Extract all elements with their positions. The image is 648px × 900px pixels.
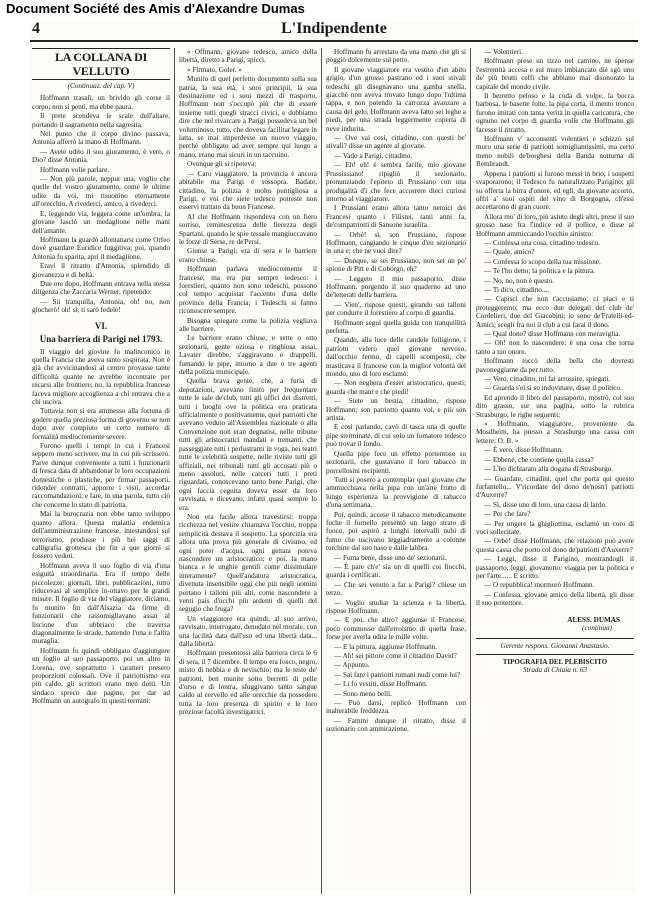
paragraph: — Te l'ho detto; la politica e la pittura. bbox=[484, 267, 596, 276]
author-signature: ALESS. DUMAS bbox=[567, 615, 620, 624]
column-3 bbox=[326, 48, 466, 894]
paragraph: — Guarda s'ei si so indovinare, disse il politico. bbox=[484, 384, 622, 393]
paragraph: — L'ho dichiarato alla dogana di Strasburgo. bbox=[484, 465, 614, 474]
paragraph: Hoffmann toccò della bella che dovresti pavoneggiarne da per tutto. bbox=[476, 357, 634, 374]
rubric-title: LA COLLANA DI VELLUTO bbox=[32, 48, 170, 80]
paragraph: Hoffmann fu quindi obbligato d'aggiungere un foglio al suo passaporto, poi un altro in Lorena, ove soprattutto i caratteri presero proporzioni colossali. Ove il patriottismo era più caldo, gli scrittori erano men dotti. Un sindaco spreco due pagine, per dar ad Hoffmann un autografo in questi termini: bbox=[32, 646, 170, 706]
paragraph: Le barriere erano chiuse, e sette o otto sezionarii, gente oziosa e ringhiosa assai, Lavater direbbe, s'aggiravano e drappelli, fumando le pipe, intorno a due o tre agenti della polizia municipale. bbox=[179, 334, 317, 377]
paragraph: Hoffmann aveva il suo foglio di via d'una esiguità straordinaria. Era il tempo delle piccolezze: giornali, libri, pubblicazioni, tutto riducevasi al semplice in-ottavo per le grandi misure. Il foglio di via del viaggiatore, diciamo, fu munito fin dall'Alsazia da firme di funzionarii che rassomigliavano assai al liscione d'un ubbriaco che traversa diagonalmente le strade, battendo l'una e l'altra muraglia. bbox=[32, 561, 170, 646]
chapter-number: VI. bbox=[94, 320, 108, 331]
paragraph: — Fuma bene, disse uno de' sezionarii. bbox=[334, 553, 447, 562]
paragraph: Eravi il ritratto d'Antonia, splendido di giovanezza e di beltà. bbox=[32, 262, 170, 279]
paragraph: — Oh! non lo nascondere: è una cosa che torna tanto a tuo onore. bbox=[476, 339, 634, 356]
paragraph: — Vien', rispose questi, girando sui talloni per condurre il forestiero al corpo di guardia. bbox=[326, 300, 466, 318]
paragraph: Il berretto peloso e la coda di volpe, la bocca barbosa, le basette folte, la pipa corta, il mento tronco furono imitati con tanta verità in quella caricatura, che ognuno nel corpo di guardia volle che Hoffmann gli facesse il ritratto. bbox=[476, 92, 634, 134]
paragraph: — Volentieri. bbox=[484, 48, 523, 56]
paragraph: Un viaggiatore era quindi, al suo arrivo, ravvisato, interrogato, denudato nel morale, con una facilità data dall'uso ed una libertà data... dalla libertà. bbox=[179, 614, 317, 649]
paragraph: — Confessa, giovane amico della libertà, gli disse il suo protettore. bbox=[476, 590, 634, 608]
paragraph: Hoffmann seguì quella guida con tranquillità perfetta. bbox=[326, 318, 466, 335]
paragraph: — Non più parole, neppur una; voglio che quelle del vostro giuramento, come le ultime udite da voi, mi risuonino eternamente all'orecchio. A rivederci, amico, a rivederci. bbox=[32, 175, 170, 209]
column-1-paragraphs bbox=[32, 94, 170, 314]
paragraph: Due ore dopo, Hoffmann entrava nella stessa diligenza che Zaccaria Werner, ripetendo: bbox=[32, 279, 170, 297]
paragraph: Giunse a Parigi; era di sera e le barriere erano chiuse. bbox=[179, 247, 317, 264]
continued-note: (continua) bbox=[582, 624, 612, 632]
column-3-paragraphs bbox=[326, 48, 466, 734]
paragraph: Bisogna spiegare come la polizia vegliava alle barriere. bbox=[179, 316, 317, 333]
paragraph: Furono quelli i tempi in cui i Francesi seppero meno scrivere, ma in cui più scrissero. Parve dunque conveniente a tutti i funzionarii di fresca data di abbandonar le loro occupazioni domestiche o plastiche, per firmar passaporti, ridonder contratti, apporre i visti, accordar raccomandazioni, e fare, in una parola, tutto ciò che concerne lo stato di patriotta. bbox=[32, 442, 170, 509]
paragraph: — Sono meno belli. bbox=[334, 689, 392, 698]
continuation-note: (Continuaz. del cap. V) bbox=[67, 82, 135, 90]
column-4-paragraphs bbox=[476, 48, 634, 608]
paragraph: — Caro viaggiatore, la provincia è ancora abitabile ma Parigi è sossopra. Badate, cittadino, la polizia è molto puntigliosa a Parigi, e voi che siete tedesco potreste non esservi trattato da buon Francese. bbox=[179, 169, 317, 212]
paragraph: — Fammi dunque il ritratto, disse il sezionario con ammirazione. bbox=[326, 716, 466, 734]
paragraph: — Eh! eh! è sembra facile, mio giovane Prussissiano! ripigliò il sezionario, pronunziando l'epiteto di Prussiano con una prodigalità d'i che fece accorrere dieci curiosi intorno al viaggiatore. bbox=[326, 161, 466, 203]
paragraph: — È vero, disse Hoffmann. bbox=[484, 446, 563, 455]
paragraph: — Vero, cittadino, mi fai arrossire, spiegati. bbox=[484, 375, 611, 384]
paragraph: E, leggendo via, leggera come un'ombra, la giovane lasciò un medaglione nelle mani dell'amante. bbox=[32, 209, 170, 235]
paragraph: Hoffmann trasalì, un brivido gli corse il corpo; non si pentì, ma ebbe paura. bbox=[32, 94, 170, 111]
paragraph: — Ebbene, che contiene quella cassa? bbox=[484, 455, 594, 464]
paragraph: — Che sei venuto a far a Parigi? chiese un terzo. bbox=[326, 580, 466, 598]
paragraph: — Ah! sei pittore come il cittadino David? bbox=[334, 652, 457, 661]
paragraph: — Sai fare i patriotti romani nudi come lui? bbox=[334, 670, 461, 679]
paragraph: Allora mo' di loro, più astuto degli altri, prese il suo grosso naso fra l'indice ed il pollice, e disse al Hoffmann ammiccando l'occhio sinistro: bbox=[476, 212, 634, 238]
passport-quote bbox=[179, 48, 317, 74]
paragraph: — Leggete il mio passaporto, disse Hoffmann, porgendo il suo quaderno ad uno de'letterati della barriera. bbox=[326, 274, 466, 300]
paragraph: — Ti dico, cittadino.... bbox=[484, 285, 550, 294]
paragraph: Poi, quindi, accese il tabacco metodicamente fuche il fornello presentò un largo strato di fuoco, poi aspirò a lunghi intervalli nubi di fumo che uscivano leggiadramente a colonne turchine dal suo naso e dalle labbra. bbox=[326, 510, 466, 553]
paragraph: — Qual dono? disse Hoffmann con meraviglia. bbox=[484, 330, 621, 338]
paragraph: Appena i patriotti si furono messi in brio, i sospetti svaporarono; il Tedesco fu naturalizzato Parigino; gli su offerta la birra d'onore, ed egli, da giovane accorto, offrì a' suoi ospiti del vino di Borgogna, ch'essi accettarono di gran cuore. bbox=[476, 169, 634, 212]
paragraph: Il giovane viaggiatore era vestito d'un abito grigio, d'un grosso pastrano ed i suoi stivali tedeschi gli disegnavano una gamba snella, giacchè non aveva trovato lungo dopo l'ultima tappa, e non potendo la carrozza avanzare a causa del gelo, Hoffmann aveva fatto sei leghe a piedi, per una strada leggermente coperta di neve indurita. bbox=[326, 65, 466, 133]
paragraph: — E poi, che altro? aggiunse il Francese, poco commosso dall'erroismo di quella frase, forse per averla udita le mille volte. bbox=[326, 616, 466, 642]
paragraph: — Avete udito il suo giuramento, è vero, o Dio? disse Antonia. bbox=[32, 147, 170, 165]
paragraph: — Guardate, cittadini, quel che porta qui questo furfantello... V'ricordate del dono de'nostri patriotti d'Auxerre? bbox=[476, 474, 634, 500]
chapter-title: Una barriera di Parigi nel 1793. bbox=[39, 333, 163, 344]
paragraph: Hoffmann volle parlare. bbox=[40, 165, 110, 174]
column-1 bbox=[32, 48, 170, 894]
paragraph: — È pare ch'e' sia un di quelli coi fiocchi, guarda i certificati. bbox=[326, 562, 466, 580]
paragraph: — E la pittura, aggiunse Hoffmann. bbox=[334, 642, 438, 651]
paragraph: Il prete scendeva le scale dell'altare, portando il sagramento nella sagrestia. bbox=[32, 112, 170, 129]
paragraph: — Per ungere la ghigliottina, esclamò un coro di voci sollecitate. bbox=[476, 519, 634, 536]
paragraph: « Hoffmann, viaggiatore, proveniente da Mosdheim, ha presso a Strasburgo una cassa con lettere: O. B. » bbox=[476, 420, 634, 445]
newspaper-page bbox=[30, 22, 638, 894]
newspaper-title: L'Indipendente bbox=[281, 20, 387, 37]
paragraph: — Li fo vestiti, disse Hoffmann. bbox=[334, 680, 428, 689]
paragraph: — Sì, disse uno di loro, una cassa di lardo. bbox=[484, 500, 607, 509]
printer-address: Strada di Chiaia n. 63 bbox=[522, 666, 588, 675]
paragraph: — Quale, amico? bbox=[484, 248, 535, 257]
paragraph: — Confessa una cosa, cittadino tedesco. bbox=[484, 238, 600, 247]
paragraph: « Firmato, Goler. » bbox=[187, 65, 242, 74]
paragraph: Hoffmann parlava mediocremente il francese, ma era pur sempre tedesco: i forestieri, quanto non sono tedeschi, possono col tempo acquistar l'accento d'una delle province della Francia; i Tedeschi si fanno riconoscere sempre. bbox=[179, 265, 317, 316]
paragraph: Hoffmann presentossi alla barriera circa le 6 di sera, il 7 dicembre. Il tempo era fosco, negro, misto di nebbia e di nevischio; ma le teste de' patriotti, ben munite sotto berretti di pelle d'orso e di lontra, sfuggivano tanto sangue caldo al cervello ed alle orecchie da possedere tutta la loro presenza di spirito e le loro preziose facoltà investigatrici. bbox=[179, 649, 317, 717]
paragraph: — O repubblica! mormorò Hoffmann. bbox=[484, 581, 595, 590]
paragraph: — Appunto. bbox=[334, 661, 370, 670]
column-4 bbox=[476, 48, 634, 894]
paragraph: — Sii tranquilla, Antonia, oh! no, non giocherò! oh! sì, ti sarò fedele! bbox=[32, 297, 170, 315]
masthead bbox=[30, 22, 638, 42]
paragraph: — Può darsi, replicò Hoffmann con inalterabile freddezza. bbox=[326, 699, 466, 716]
paragraph: Ovunque gli si ripeteva: bbox=[187, 160, 257, 169]
paragraph: Non era facile allora travestirsi: troppa ricchezza nel vestire chiamava l'occhio, troppa semplicità destava il sospetto. La sporcizia era allora una prova più generale di civismo, ed ogni poter d'acqua, ogni gettata poteva nascondere un aristocratico; e poi, la mano bianca e le unghie gentili come dissimulare interamente? Quell'andatura aristocratica, divenuta insensibile oggi che più negli uomini portano i talloni più alti, come nascondere a venti pais d'occhi più ardenti di quelli del segugio che fruga? bbox=[179, 512, 317, 614]
column-2-paragraphs bbox=[179, 75, 317, 716]
page-number: 4 bbox=[32, 20, 40, 37]
paragraph: Hoffmann v' acconsentì volentieri e schizzò sul muro una serie di patriotti somigliantissimi, ma certo meno nobili de'borghesi della Banda notturna di Rembrandt. bbox=[476, 135, 634, 169]
paragraph: — Non neghera d'esser aristocratico, questi; guarda che mani e che piedi! bbox=[326, 379, 466, 396]
paragraph: Mai la burocrazia non ebbe tanto sviluppo quanto allora. Questa malattia endemica dell'amministrazione francese, intestandosi sul terrorismo, produsse i più bei saggi di calligrafia grottesca che fin a que giorni si fossero veduti. bbox=[32, 510, 170, 561]
paragraph: Nel punto che il corpo divino passava, Antonia afferrò la mano di Hoffmann. bbox=[32, 130, 170, 147]
paragraph: Quando, alla luce delle candele folligione, i patriotti videro quel giovane nervoso, dall'occhio fermo, di capelli scompostì, che masticava il francese con la miglior volontà del mondo, uno di loro esclamò: bbox=[326, 336, 466, 379]
printer-name: TIPOGRAFIA DEL PLEBISCITO bbox=[502, 657, 608, 666]
paragraph: Hoffmann la guardò allontanarsi come Orfeo dové guardare Euridice fuggitiva; poi, quando Antonia fu sparita, aprì il medaglione. bbox=[32, 235, 170, 261]
article-columns bbox=[30, 48, 638, 894]
paragraph: « Offmann, giovane tedesco, amico della libertà, diretto a Parigi, spicci. bbox=[179, 48, 317, 65]
document-watermark: Document Société des Amis d'Alexandre Dumas bbox=[6, 1, 305, 16]
paragraph: — Dunque, se sei Prussiano, non sei un po' spione di Pitt e di Coborgo, eh? bbox=[326, 256, 466, 274]
paragraph: Il viaggio del giovine fu malinconico in quella Francia che aveva tanto sospirata. Non è già che avvicinandosi al centro provasse tante difficoltà quante ne avrebbe incontrate per recarsi alle frontiere; no, la repubblica francese faceva migliore accoglienza a chi entrava che a chi usciva. bbox=[32, 347, 170, 406]
footer-rule bbox=[476, 654, 634, 655]
paragraph: Hoffmann fu arrestato da una mano che gli si poggiò dolcemente sul petto. bbox=[326, 48, 466, 65]
paragraph: Munito di quel perfetto documento sulla sua patria, la sua età, i suoi principii, la sua destinazione ed i suoi mezzi di trasporto, Hoffmann non s'occupò più che di essere insieme tutti quegli stracci civici, e dobbiamo dire che nel rivarcare a Parigi possedeva un bel voluminoso, tutto, che doveva facilitar legare in latta, se mai imperdesse un nuovo viaggio, perchè obbligato ad aver sempre qui luogo a mano, erano mai sicuri in un taccuino. bbox=[179, 75, 317, 159]
paragraph: — Ove vai così, cittadino, con questi be' stivali? disse un agente al giovane. bbox=[326, 134, 466, 151]
paragraph: Ed aprendo il libro del passaporto, mostrò, col suo dito grasso, sur una pagina, sotto la rubrica Strasburgo, le righe seguenti: bbox=[476, 393, 634, 419]
column-1-paragraphs-2 bbox=[32, 348, 170, 706]
paragraph: I Prussiani erano allora tanto nemici dei Francesi quanto i Filistei, tanti anni fa, de'compatriotti di Sansone israelita. bbox=[326, 204, 466, 230]
paragraph: E così parlando, cavò di tasca una di quelle pipe sterminate, di cui solo un fumatore tedesco può trovar il fondo. bbox=[326, 423, 466, 449]
paragraph: Quella brava gente, che, a furia di deputazioni, avevano finito per frequentare tutte le sale de'club, tutti gli uffici dei distretti, tutti i luoghi ove la politica era praticata ufficialmente o positivamente, quei patriotti che avevano veduto all'Assemblea nazionale o alla Convenzione non eran degnatisi, nelle tribune tutti gli aristocratici mandati e tremanti, che passeggiate tutti i perlustranti in voga, nei teatri tutte le celebrità sospette, nelle riviste tutti gli uffiziali, nei tribunali tutti gli accusati più o meno assoluti, nelle carceri tutti i preti riguardati, conoscevano tanto bene Parigi, che ogni faccia ceguita doveva esser da loro ravvisata, e dicevano, infatti quasi sempre lo era. bbox=[179, 377, 317, 512]
paragraph: — Siete un bestia, cittadino, rispose Hoffmann; son patriotto quanto voi, e più son artista. bbox=[326, 397, 466, 423]
paragraph: — Confessa lo scopo della tua missione. bbox=[484, 257, 601, 266]
paragraph: — Per che fare? bbox=[484, 510, 531, 519]
paragraph: — No, no, non è questo. bbox=[484, 276, 555, 285]
paragraph: Hoffmann prese un tizzo nel camino, ne spense l'estremità accesa e sul muro imbiancato diè sgò uno de' più brutti ceffi che abbiano mai disonorato la capitale del mondo civile. bbox=[476, 57, 634, 91]
paragraph: Quella pipe fece un effetto portentoso su sezionarii, che gustavano il loro tabacco in porcellosini recipienti. bbox=[326, 449, 466, 475]
paragraph: Al che Hoffmann rispondeva con un fiero sorriso, reminescenza delle fierezza degli Spartani, quando le spie tessale mangiuccavano le forze di Serse, re de'Persi. bbox=[179, 212, 317, 246]
paragraph: — Orbè! disse Hoffmann, che relazioni può avere questa cassa che porto col dono de'patriotti d'Auxerre? bbox=[476, 537, 634, 554]
paragraph: — Vado a Parigi, cittadino. bbox=[334, 151, 413, 160]
column-2 bbox=[179, 48, 317, 894]
paragraph: — Orbè! sì, son Prussiano, rispose Hoffmann, cangiando le cinque d'eu sezionario in una e; che ne vuoi dire? bbox=[326, 230, 466, 256]
paragraph: Tuttavia non si era ammesso alla fortuna di godere quella preziosa forma di governo se non dopo aver compiuto un certo numero di formalità mediocremente severe. bbox=[32, 407, 170, 441]
paragraph: — Capisci che non t'accusiamo; ci piaci e ti proteggeremo; ma ecco due delegati del club de' Cordelieri, due del Giacobini; io sono de'Fratelli-ed-Amici; scegli fra noi il club a cui farai il dono. bbox=[476, 295, 634, 329]
paragraph: — Voglio studiar la scienza e la libertà, rispose Hoffmann. bbox=[326, 598, 466, 615]
paragraph: Tutti si posero a contemplar quel giovane che ammucchiava nella pipa con un'arte frutto di lungo esperienza la provvigione di tabacco d'una settimana. bbox=[326, 475, 466, 510]
paragraph: — Leggi, disse il Parigino, mostrandogli il passaporto, leggi, giovanotto: viaggia per la politica e per l'arte...... È scritto. bbox=[476, 555, 634, 580]
gerente-line: Gerente respons. Giovanni Anastasio. bbox=[476, 638, 634, 650]
